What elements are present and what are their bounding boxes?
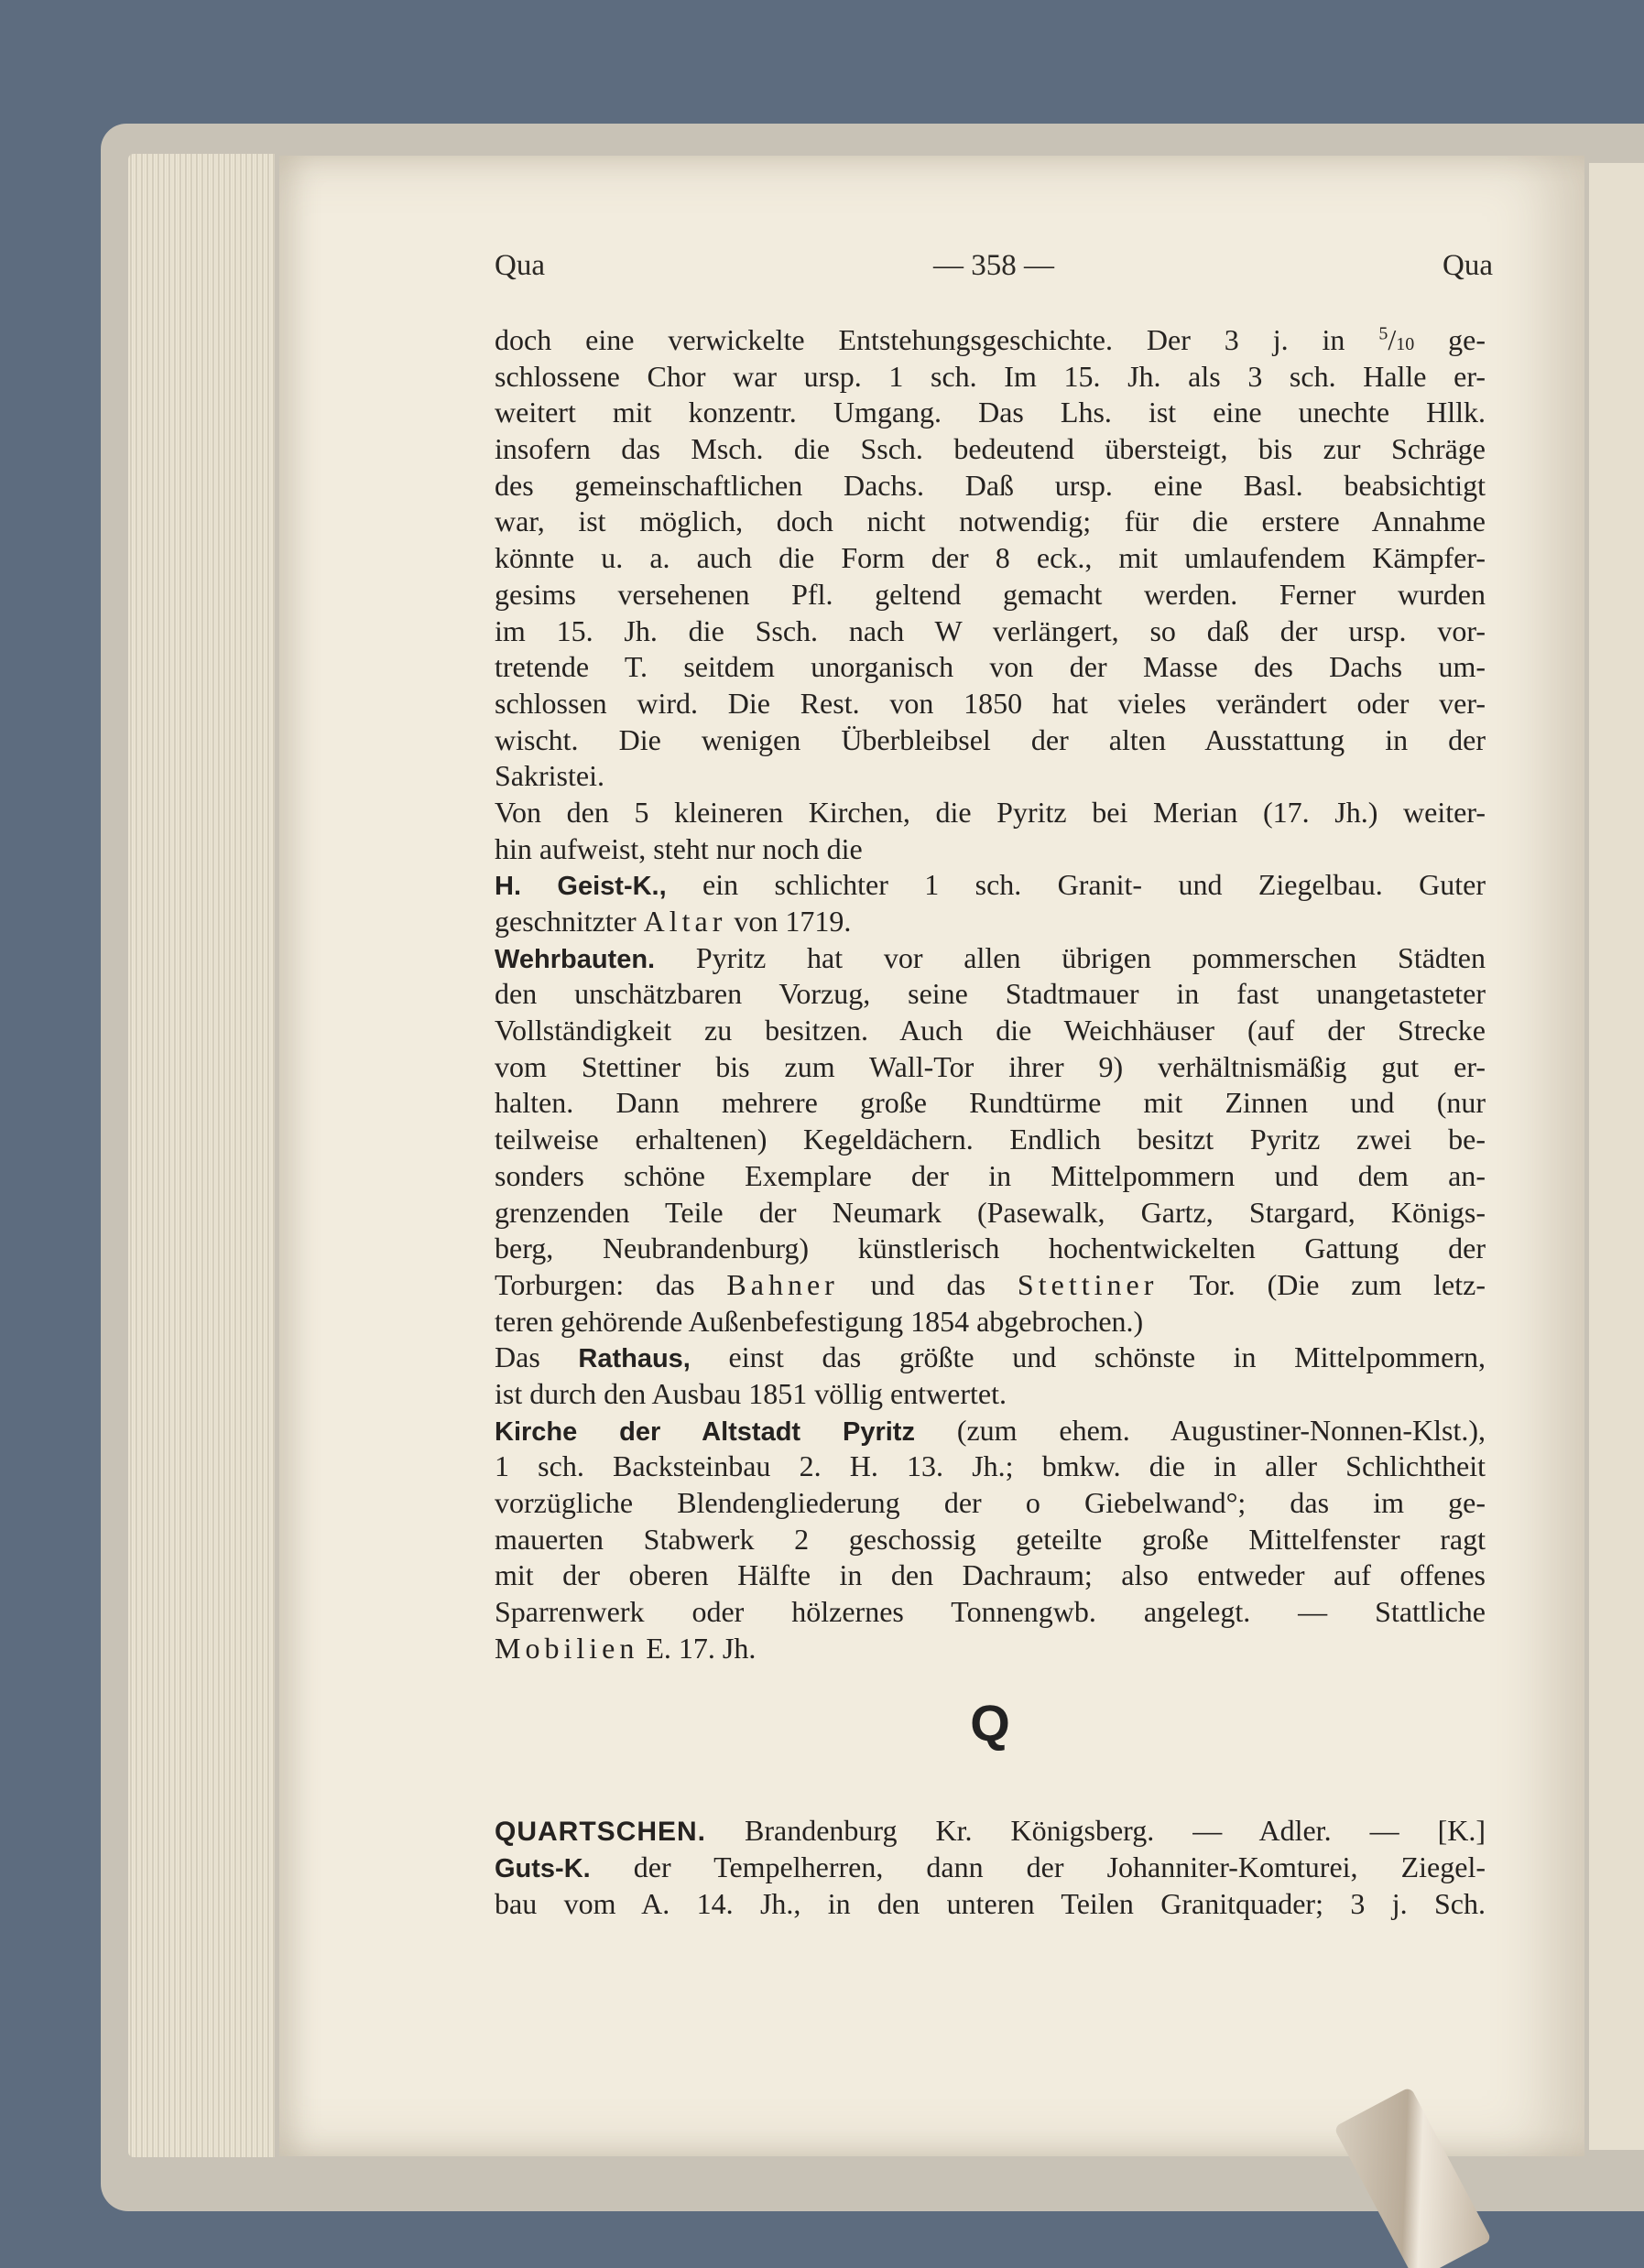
text-line: ist durch den Ausbau 1851 völlig entwertet. xyxy=(495,1376,1007,1410)
running-head xyxy=(495,249,1493,289)
text-line: halten. Dann mehrere große Rundtürme mit Zinnen und (nur xyxy=(495,1086,1486,1120)
next-page-edge xyxy=(1589,163,1644,2150)
text-line xyxy=(495,867,1486,904)
text-line: schlossene Chor war ursp. 1 sch. Im 15. Jh. als 3 sch. Halle er- xyxy=(495,359,1486,393)
text-line: hin aufweist, steht nur noch die xyxy=(495,831,863,865)
page-number: — 358 — xyxy=(933,249,1054,282)
fraction-numerator: 5 xyxy=(1378,323,1388,344)
text-line xyxy=(495,1813,1486,1850)
spaced-term: Stettiner xyxy=(1017,1267,1159,1301)
text-line: sonders schöne Exemplare der in Mittelpommern und dem an- xyxy=(495,1158,1486,1192)
line-text: der Tempelherren, dann der Johanniter-Komturei, Ziegel- xyxy=(590,1850,1486,1884)
spaced-term: Altar xyxy=(643,905,727,938)
text-line: insofern das Msch. die Ssch. bedeutend übersteigt, bis zur Schräge xyxy=(495,432,1486,466)
line-text: und das xyxy=(838,1267,1018,1301)
line-text: Das xyxy=(495,1340,579,1374)
page-block-edges xyxy=(128,154,275,2157)
text-line: grenzenden Teile der Neumark (Pasewalk, Gartz, Stargard, Königs- xyxy=(495,1195,1486,1229)
line-text: einst das größte und schönste in Mittelpommern, xyxy=(690,1340,1486,1374)
entry-heading: Wehrbauten. xyxy=(495,944,656,974)
text-line xyxy=(495,1340,1486,1376)
text-line: des gemeinschaftlichen Dachs. Daß ursp. eine Basl. beabsichtigt xyxy=(495,468,1486,502)
spaced-term: Bahner xyxy=(726,1267,839,1301)
text-line: war, ist möglich, doch nicht notwendig; für die erstere Annahme xyxy=(495,505,1486,538)
line-text: ein schlichter 1 sch. Granit- und Ziegelbau. Guter xyxy=(666,868,1486,902)
running-head-right: Qua xyxy=(1443,249,1493,282)
line-text: (zum ehem. Augustiner-Nonnen-Klst.), xyxy=(914,1413,1486,1447)
text-line: mit der oberen Hälfte in den Dachraum; also entweder auf offenes xyxy=(495,1558,1486,1592)
text-line: Von den 5 kleineren Kirchen, die Pyritz bei Merian (17. Jh.) weiter- xyxy=(495,795,1486,829)
text-line xyxy=(495,1850,1486,1886)
text-line: vorzügliche Blendengliederung der o Giebelwand°; das im ge- xyxy=(495,1486,1486,1519)
text-line: gesims versehenen Pfl. geltend gemacht werden. Ferner wurden xyxy=(495,577,1486,611)
running-head-left: Qua xyxy=(495,249,545,282)
text-line: teren gehörende Außenbefestigung 1854 abgebrochen.) xyxy=(495,1304,1144,1338)
text-line xyxy=(495,1413,1486,1449)
line-text: doch eine verwickelte Entstehungsgeschichte. Der 3 j. in xyxy=(495,323,1379,356)
text-line: Sakristei. xyxy=(495,759,604,793)
entry-heading: Guts-K. xyxy=(495,1854,591,1884)
text-line: den unschätzbaren Vorzug, seine Stadtmauer in fast unangetasteter xyxy=(495,977,1486,1011)
text-line xyxy=(495,322,1486,359)
text-line: bau vom A. 14. Jh., in den unteren Teilen Granitquader; 3 j. Sch. xyxy=(495,1886,1486,1920)
text-line: könnte u. a. auch die Form der 8 eck., mit umlaufendem Kämpfer- xyxy=(495,541,1486,575)
line-text: Tor. (Die zum letz- xyxy=(1158,1267,1486,1301)
place-heading: QUARTSCHEN. xyxy=(495,1817,707,1848)
text-line: wischt. Die wenigen Überbleibsel der alten Ausstattung in der xyxy=(495,722,1486,756)
text-line: berg, Neubrandenburg) künstlerisch hochentwickelten Gattung der xyxy=(495,1232,1486,1265)
text-line xyxy=(495,904,1486,940)
spaced-term: Mobilien xyxy=(495,1631,639,1665)
entry-heading: Rathaus, xyxy=(578,1344,691,1374)
text-line: Vollständigkeit zu besitzen. Auch die Weichhäuser (auf der Strecke xyxy=(495,1014,1486,1047)
entry-heading: Kirche der Altstadt Pyritz xyxy=(495,1416,915,1447)
text-line xyxy=(495,1631,1486,1667)
line-text: Torburgen: das xyxy=(495,1267,727,1301)
text-line: im 15. Jh. die Ssch. nach W verlängert, so daß der ursp. vor- xyxy=(495,613,1486,647)
text-line xyxy=(495,1267,1486,1304)
line-text: Pyritz hat vor allen übrigen pommerschen Städten xyxy=(655,940,1486,974)
line-text: geschnitzter xyxy=(495,905,644,938)
text-line: Sparrenwerk oder hölzernes Tonnengwb. angelegt. — Stattliche xyxy=(495,1595,1486,1629)
text-line: teilweise erhaltenen) Kegeldächern. Endlich besitzt Pyritz zwei be- xyxy=(495,1123,1486,1156)
line-text: E. 17. Jh. xyxy=(638,1631,757,1665)
text-line: tretende T. seitdem unorganisch von der Masse des Dachs um- xyxy=(495,650,1486,684)
section-letter: Q xyxy=(970,1694,1010,1753)
line-text: Brandenburg Kr. Königsberg. — Adler. — [K.] xyxy=(706,1814,1486,1848)
text-line: vom Stettiner bis zum Wall-Tor ihrer 9) verhältnismäßig gut er- xyxy=(495,1049,1486,1083)
text-line xyxy=(495,940,1486,977)
fraction-slash: / xyxy=(1388,323,1397,356)
text-line: 1 sch. Backsteinbau 2. H. 13. Jh.; bmkw. die in aller Schlichtheit xyxy=(495,1449,1486,1483)
fraction-denominator: 10 xyxy=(1396,334,1415,354)
entry-heading: H. Geist-K., xyxy=(495,872,667,902)
page-text xyxy=(495,322,1486,1923)
text-line: weitert mit konzentr. Umgang. Das Lhs. ist eine unechte Hllk. xyxy=(495,396,1486,429)
text-line: schlossen wird. Die Rest. von 1850 hat vieles verändert oder ver- xyxy=(495,686,1486,720)
line-text: von 1719. xyxy=(726,905,852,938)
line-text: ge- xyxy=(1414,323,1486,356)
text-line: mauerten Stabwerk 2 geschossig geteilte große Mittelfenster ragt xyxy=(495,1522,1486,1556)
